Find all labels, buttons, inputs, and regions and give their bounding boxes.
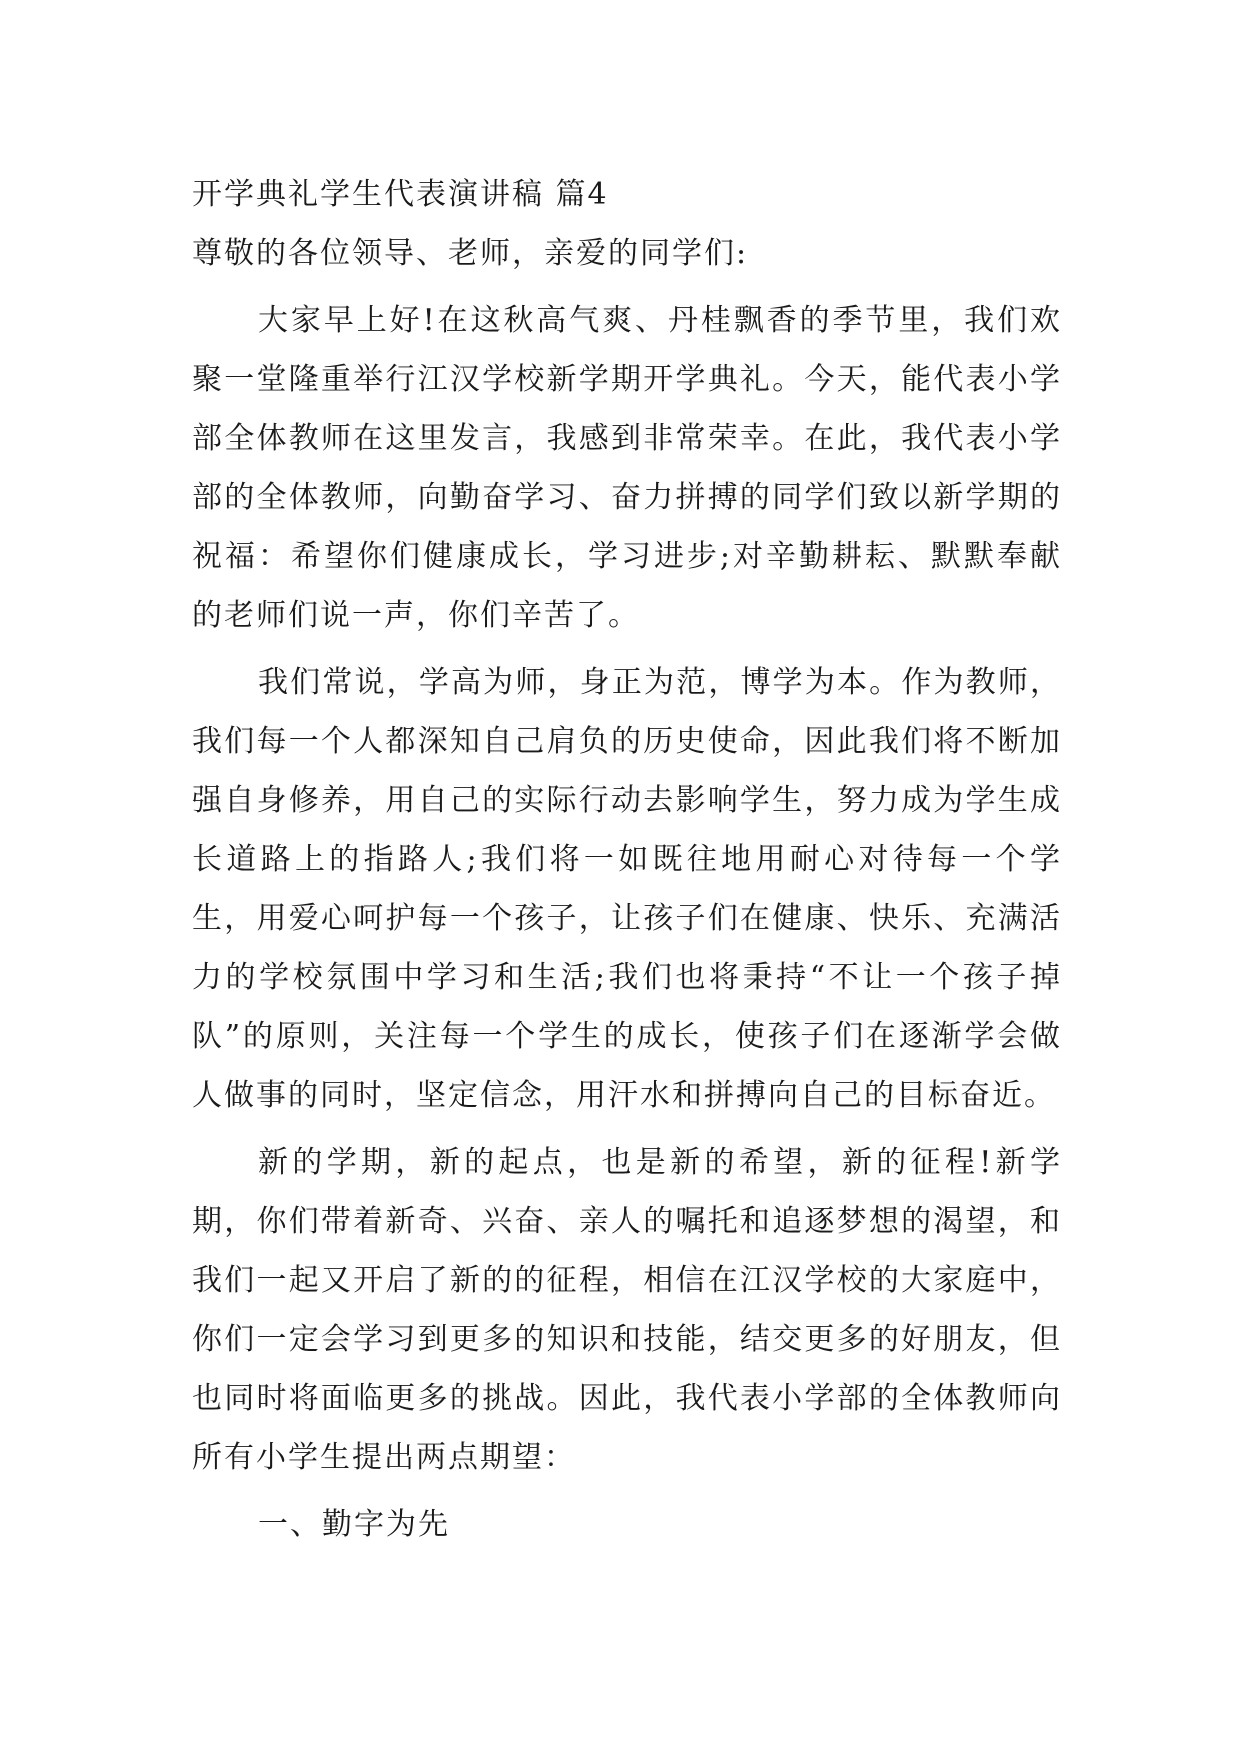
section-heading: 一、勤字为先 <box>258 1507 450 1542</box>
salutation: 尊敬的各位领导、老师，亲爱的同学们: <box>192 236 749 271</box>
document-title: 开学典礼学生代表演讲稿 篇4 <box>192 177 609 212</box>
paragraph-greeting: 大家早上好!在这秋高气爽、丹桂飘香的季节里，我们欢聚一堂隆重举行江汉学校新学期开学典礼。今天，能代表小学部全体教师在这里发言，我感到非常荣幸。在此，我代表小学部的全体教师，向勤奋学习、奋力拼搏的同学们致以新学期的祝福：希望你们健康成长，学习进步;对辛勤耕耘、默默奉献的老师们说一声，你们辛苦了。 <box>192 303 1062 633</box>
paragraph-new-semester: 新的学期，新的起点，也是新的希望，新的征程!新学期，你们带着新奇、兴奋、亲人的嘱托和追逐梦想的渴望，和我们一起又开启了新的的征程，相信在江汉学校的大家庭中，你们一定会学习到更多的知识和技能，结交更多的好朋友，但也同时将面临更多的挑战。因此，我代表小学部的全体教师向所有小学生提出两点期望： <box>192 1145 1062 1475</box>
paragraph-teacher-commitment: 我们常说，学高为师，身正为范，博学为本。作为教师，我们每一个人都深知自己肩负的历史使命，因此我们将不断加强自身修养，用自己的实际行动去影响学生，努力成为学生成长道路上的指路人;我们将一如既往地用耐心对待每一个学生，用爱心呵护每一个孩子，让孩子们在健康、快乐、充满活力的学校氛围中学习和生活;我们也将秉持“不让一个孩子掉队”的原则，关注每一个学生的成长，使孩子们在逐渐学会做人做事的同时，坚定信念，用汗水和拼搏向自己的目标奋近。 <box>192 665 1062 1113</box>
document-body <box>192 165 1062 1554</box>
